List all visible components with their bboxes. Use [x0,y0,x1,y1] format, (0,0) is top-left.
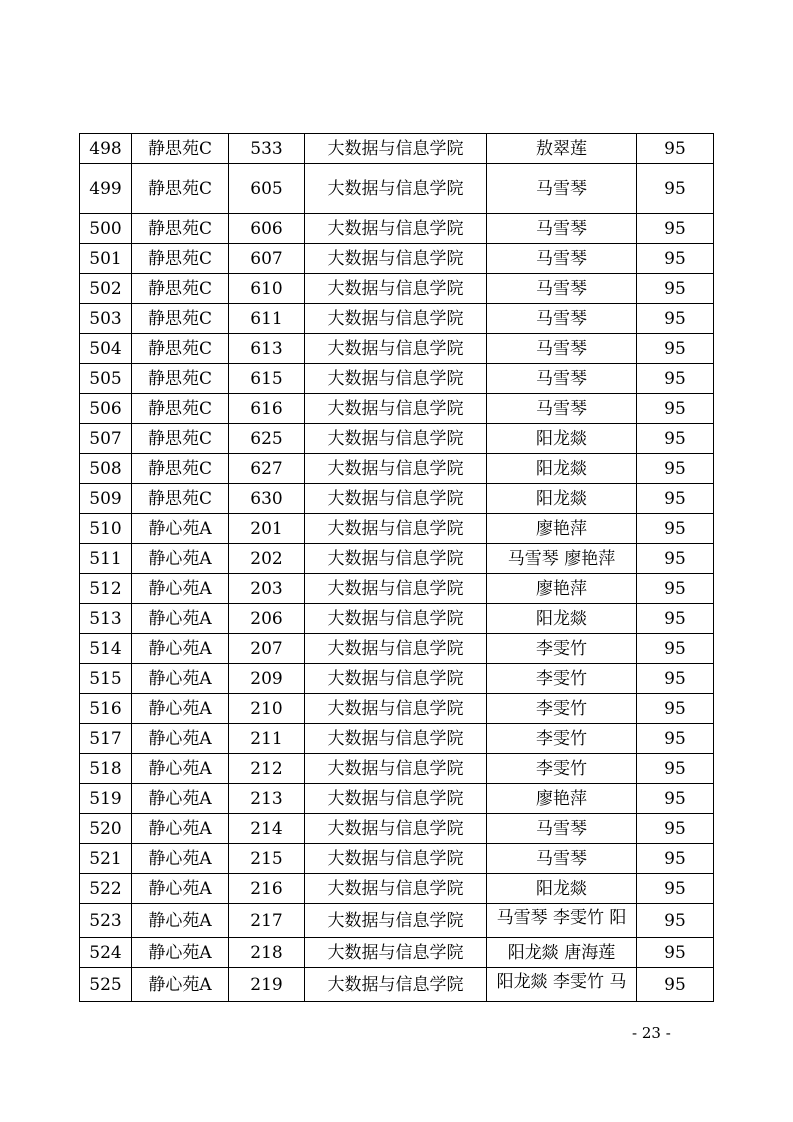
cell-college: 大数据与信息学院 [305,904,487,938]
cell-score: 95 [637,874,714,904]
cell-score: 95 [637,634,714,664]
cell-inspector: 阳龙燚 [487,484,637,514]
cell-inspector: 马雪琴 [487,274,637,304]
table-row [80,904,714,938]
cell-no: 523 [80,904,132,938]
cell-score: 95 [637,694,714,724]
cell-inspector [487,904,637,938]
cell-inspector: 李雯竹 [487,754,637,784]
cell-college: 大数据与信息学院 [305,454,487,484]
cell-inspector: 李雯竹 [487,724,637,754]
cell-room: 627 [229,454,305,484]
cell-college: 大数据与信息学院 [305,514,487,544]
cell-score: 95 [637,844,714,874]
cell-score: 95 [637,304,714,334]
cell-inspector: 马雪琴 廖艳萍 [487,544,637,574]
cell-inspector: 阳龙燚 [487,604,637,634]
table-row [80,814,714,844]
cell-room: 209 [229,664,305,694]
cell-building: 静思苑C [132,454,229,484]
cell-inspector: 李雯竹 [487,664,637,694]
cell-building: 静思苑C [132,304,229,334]
cell-inspector: 李雯竹 [487,634,637,664]
cell-room: 533 [229,134,305,164]
cell-room: 207 [229,634,305,664]
cell-room: 201 [229,514,305,544]
cell-building: 静心苑A [132,904,229,938]
cell-college: 大数据与信息学院 [305,814,487,844]
cell-score: 95 [637,334,714,364]
table-row [80,664,714,694]
cell-building: 静思苑C [132,334,229,364]
cell-no: 519 [80,784,132,814]
cell-no: 513 [80,604,132,634]
cell-inspector: 阳龙燚 [487,454,637,484]
cell-building: 静心苑A [132,514,229,544]
cell-building: 静思苑C [132,214,229,244]
cell-college: 大数据与信息学院 [305,694,487,724]
cell-no: 524 [80,938,132,968]
cell-room: 610 [229,274,305,304]
cell-room: 615 [229,364,305,394]
table-row [80,844,714,874]
cell-no: 507 [80,424,132,454]
cell-no: 499 [80,164,132,214]
table-row [80,724,714,754]
cell-score: 95 [637,754,714,784]
cell-college: 大数据与信息学院 [305,214,487,244]
cell-score: 95 [637,424,714,454]
cell-no: 514 [80,634,132,664]
cell-score: 95 [637,214,714,244]
cell-inspector: 廖艳萍 [487,784,637,814]
cell-college: 大数据与信息学院 [305,874,487,904]
table-row [80,134,714,164]
cell-building: 静心苑A [132,574,229,604]
table-row [80,164,714,214]
cell-room: 212 [229,754,305,784]
dorm-inspection-table [79,133,714,1002]
cell-college: 大数据与信息学院 [305,134,487,164]
cell-inspector: 阳龙燚 [487,874,637,904]
cell-no: 502 [80,274,132,304]
cell-no: 509 [80,484,132,514]
cell-building: 静心苑A [132,664,229,694]
table-row [80,574,714,604]
cell-no: 498 [80,134,132,164]
cell-college: 大数据与信息学院 [305,664,487,694]
cell-room: 203 [229,574,305,604]
cell-no: 501 [80,244,132,274]
cell-inspector: 马雪琴 [487,244,637,274]
cell-room: 214 [229,814,305,844]
cell-score: 95 [637,274,714,304]
cell-no: 511 [80,544,132,574]
cell-inspector: 马雪琴 [487,334,637,364]
cell-building: 静心苑A [132,784,229,814]
cell-room: 625 [229,424,305,454]
cell-no: 506 [80,394,132,424]
table-row [80,634,714,664]
cell-inspector-text: 马雪琴 李雯竹 阳 [496,908,627,928]
cell-college: 大数据与信息学院 [305,574,487,604]
table-row [80,484,714,514]
cell-college: 大数据与信息学院 [305,274,487,304]
cell-no: 520 [80,814,132,844]
cell-room: 616 [229,394,305,424]
table-row [80,514,714,544]
cell-no: 525 [80,968,132,1002]
cell-score: 95 [637,134,714,164]
cell-building: 静思苑C [132,274,229,304]
cell-room: 219 [229,968,305,1002]
cell-inspector: 马雪琴 [487,214,637,244]
cell-no: 512 [80,574,132,604]
cell-room: 613 [229,334,305,364]
cell-college: 大数据与信息学院 [305,364,487,394]
cell-score: 95 [637,604,714,634]
cell-inspector: 廖艳萍 [487,574,637,604]
cell-no: 518 [80,754,132,784]
table-row [80,938,714,968]
cell-no: 517 [80,724,132,754]
cell-score: 95 [637,164,714,214]
cell-score: 95 [637,544,714,574]
table-row [80,694,714,724]
cell-inspector: 敖翠莲 [487,134,637,164]
cell-score: 95 [637,244,714,274]
cell-college: 大数据与信息学院 [305,304,487,334]
cell-college: 大数据与信息学院 [305,604,487,634]
cell-room: 606 [229,214,305,244]
table-row [80,274,714,304]
cell-inspector: 马雪琴 [487,364,637,394]
cell-no: 521 [80,844,132,874]
cell-score: 95 [637,394,714,424]
cell-building: 静心苑A [132,544,229,574]
table-row [80,454,714,484]
table-row [80,754,714,784]
cell-college: 大数据与信息学院 [305,938,487,968]
cell-inspector [487,968,637,1002]
cell-no: 522 [80,874,132,904]
cell-room: 611 [229,304,305,334]
cell-score: 95 [637,574,714,604]
cell-college: 大数据与信息学院 [305,484,487,514]
cell-college: 大数据与信息学院 [305,968,487,1002]
table-row [80,784,714,814]
cell-building: 静心苑A [132,724,229,754]
cell-room: 607 [229,244,305,274]
cell-inspector: 马雪琴 [487,814,637,844]
cell-inspector: 马雪琴 [487,394,637,424]
cell-building: 静思苑C [132,484,229,514]
cell-college: 大数据与信息学院 [305,544,487,574]
cell-college: 大数据与信息学院 [305,424,487,454]
cell-building: 静思苑C [132,394,229,424]
cell-score: 95 [637,664,714,694]
table-row [80,874,714,904]
cell-building: 静心苑A [132,604,229,634]
cell-no: 505 [80,364,132,394]
cell-building: 静心苑A [132,694,229,724]
table-row [80,424,714,454]
cell-room: 630 [229,484,305,514]
page-number: - 23 - [632,1024,671,1042]
table-row [80,304,714,334]
cell-college: 大数据与信息学院 [305,244,487,274]
table-row [80,394,714,424]
cell-score: 95 [637,784,714,814]
cell-no: 503 [80,304,132,334]
cell-building: 静思苑C [132,364,229,394]
cell-no: 515 [80,664,132,694]
cell-college: 大数据与信息学院 [305,394,487,424]
cell-inspector: 马雪琴 [487,844,637,874]
cell-room: 210 [229,694,305,724]
cell-inspector-text: 阳龙燚 李雯竹 马 [496,972,627,992]
cell-score: 95 [637,484,714,514]
cell-room: 211 [229,724,305,754]
cell-college: 大数据与信息学院 [305,724,487,754]
cell-inspector: 阳龙燚 唐海莲 [487,938,637,968]
cell-score: 95 [637,514,714,544]
table-row [80,544,714,574]
cell-no: 504 [80,334,132,364]
cell-score: 95 [637,904,714,938]
cell-score: 95 [637,938,714,968]
cell-building: 静心苑A [132,814,229,844]
cell-building: 静思苑C [132,134,229,164]
cell-inspector: 阳龙燚 [487,424,637,454]
cell-no: 510 [80,514,132,544]
table-row [80,244,714,274]
cell-room: 217 [229,904,305,938]
cell-building: 静思苑C [132,424,229,454]
cell-room: 605 [229,164,305,214]
table-row [80,604,714,634]
cell-building: 静思苑C [132,244,229,274]
cell-college: 大数据与信息学院 [305,844,487,874]
cell-room: 202 [229,544,305,574]
table-row [80,214,714,244]
cell-building: 静心苑A [132,844,229,874]
cell-room: 206 [229,604,305,634]
cell-score: 95 [637,968,714,1002]
table-row [80,364,714,394]
table-row [80,334,714,364]
cell-no: 516 [80,694,132,724]
cell-college: 大数据与信息学院 [305,754,487,784]
cell-score: 95 [637,454,714,484]
cell-building: 静心苑A [132,634,229,664]
table-row [80,968,714,1002]
cell-inspector: 马雪琴 [487,164,637,214]
cell-college: 大数据与信息学院 [305,334,487,364]
cell-room: 213 [229,784,305,814]
cell-room: 218 [229,938,305,968]
cell-no: 500 [80,214,132,244]
cell-inspector: 马雪琴 [487,304,637,334]
cell-college: 大数据与信息学院 [305,784,487,814]
cell-score: 95 [637,364,714,394]
cell-inspector: 廖艳萍 [487,514,637,544]
cell-score: 95 [637,814,714,844]
cell-building: 静心苑A [132,874,229,904]
cell-score: 95 [637,724,714,754]
cell-college: 大数据与信息学院 [305,164,487,214]
cell-inspector: 李雯竹 [487,694,637,724]
cell-building: 静心苑A [132,754,229,784]
cell-building: 静心苑A [132,968,229,1002]
cell-building: 静思苑C [132,164,229,214]
cell-room: 215 [229,844,305,874]
cell-no: 508 [80,454,132,484]
cell-building: 静心苑A [132,938,229,968]
cell-room: 216 [229,874,305,904]
cell-college: 大数据与信息学院 [305,634,487,664]
